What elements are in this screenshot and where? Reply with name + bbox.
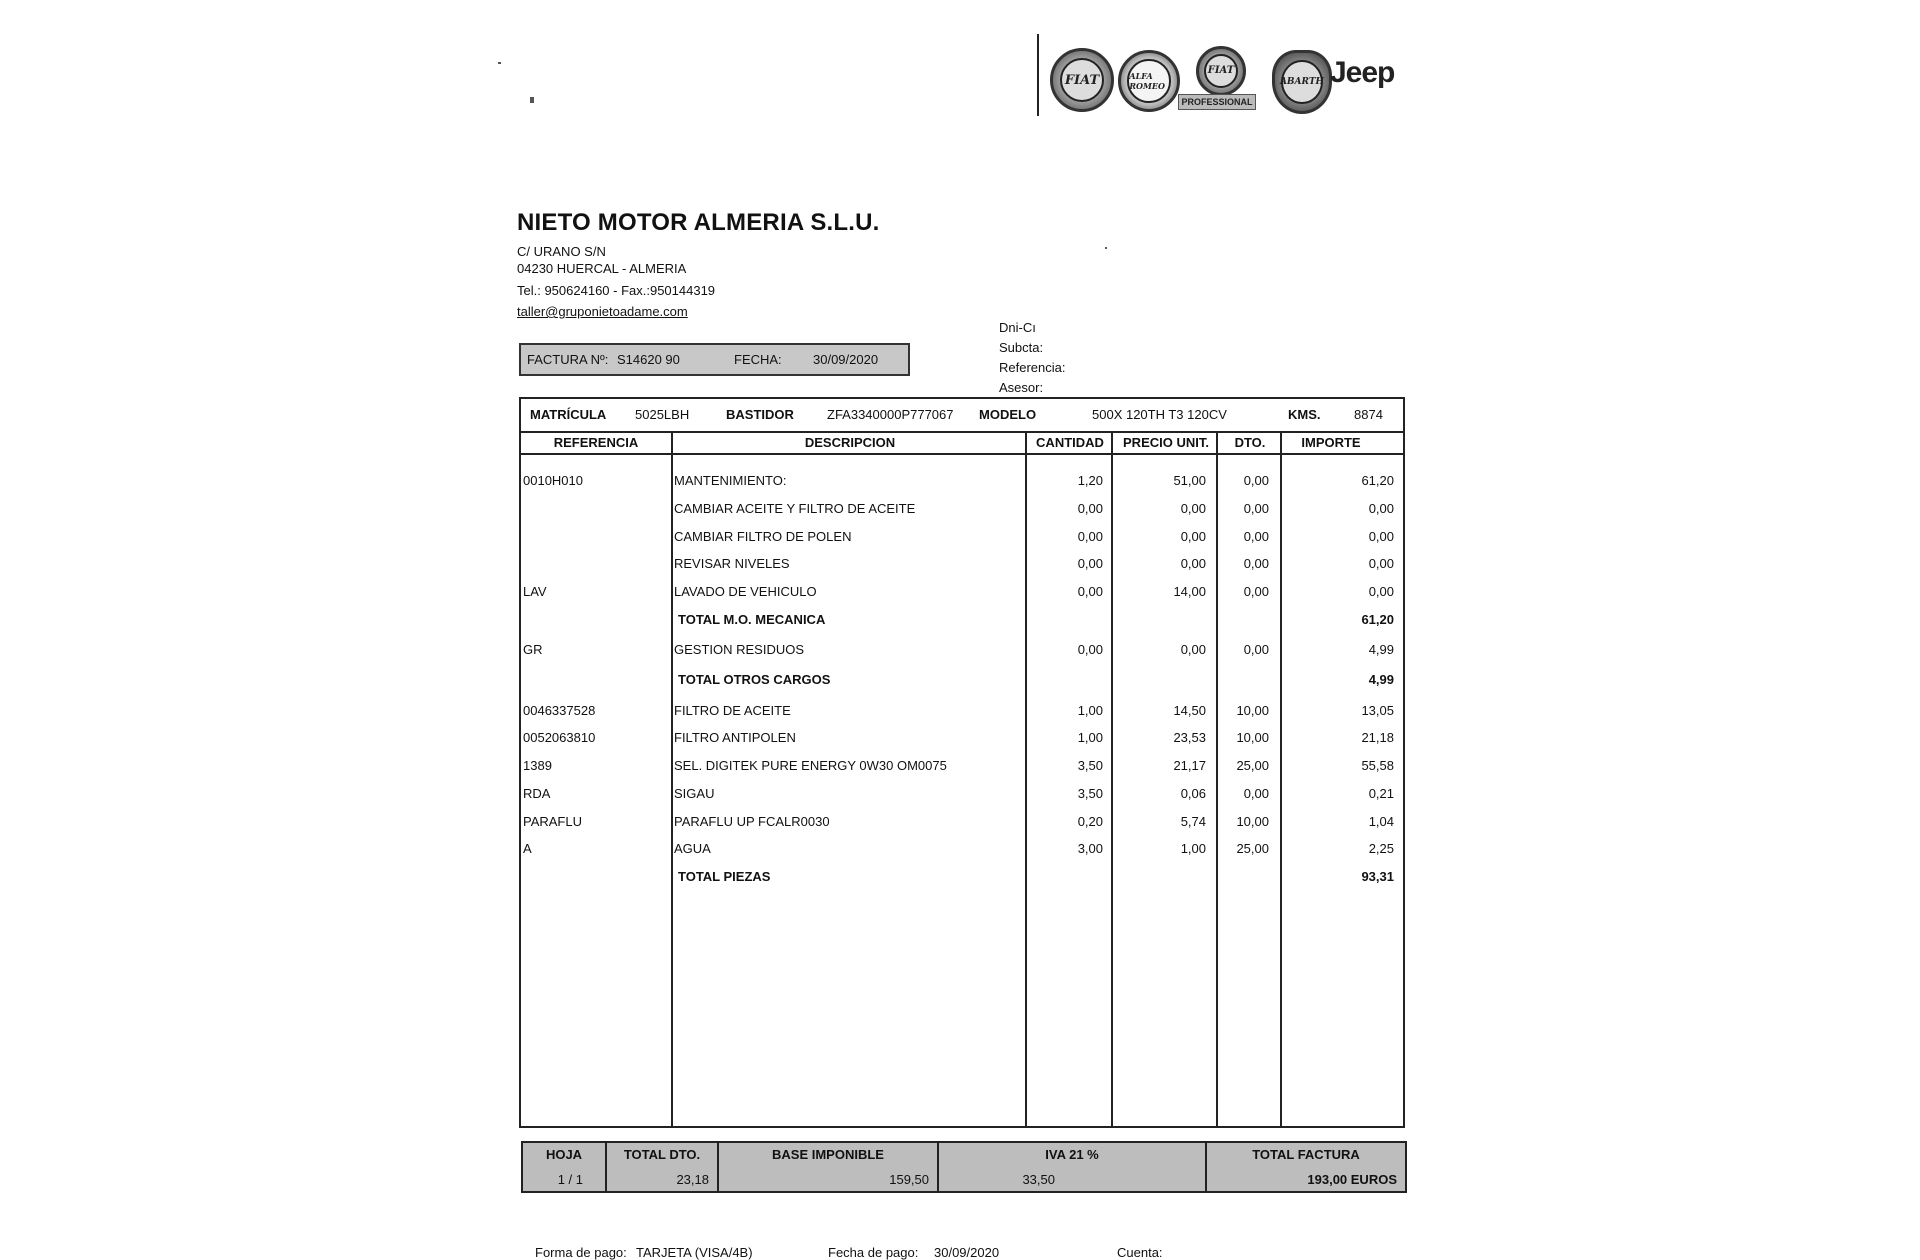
cell-descripcion: PARAFLU UP FCALR0030 [674, 814, 830, 829]
cell-dto: 0,00 [1243, 556, 1269, 571]
invoice-number-box [519, 343, 910, 376]
cell-referencia: 0010H010 [523, 473, 583, 488]
cell-cantidad: 3,00 [1077, 841, 1103, 856]
table-row [521, 640, 1403, 662]
cell-importe: 0,21 [1368, 786, 1394, 801]
cell-precio: 23,53 [1173, 730, 1206, 745]
column-header-row [521, 431, 1403, 455]
cell-precio: 0,00 [1180, 529, 1206, 544]
col-referencia: REFERENCIA [553, 435, 639, 450]
fiat-logo-inner: FIAT [1060, 58, 1105, 103]
cell-cantidad: 0,00 [1077, 501, 1103, 516]
cell-importe: 4,99 [1368, 642, 1394, 657]
cell-referencia: PARAFLU [523, 814, 582, 829]
modelo-value: 500X 120TH T3 120CV [1092, 407, 1227, 422]
cell-descripcion: TOTAL OTROS CARGOS [678, 672, 831, 687]
totals-bar [521, 1141, 1407, 1193]
cell-descripcion: LAVADO DE VEHICULO [674, 584, 817, 599]
matricula-label: MATRÍCULA [530, 407, 607, 422]
iva-value: 33,50 [1022, 1172, 1055, 1187]
cell-dto: 10,00 [1236, 730, 1269, 745]
cell-importe: 0,00 [1368, 529, 1394, 544]
cell-cantidad: 1,00 [1077, 730, 1103, 745]
scan-speck [498, 62, 501, 64]
cell-importe: 13,05 [1361, 703, 1394, 718]
total-dto-label: TOTAL DTO. [623, 1147, 701, 1162]
kms-label: KMS. [1288, 407, 1321, 422]
cell-dto: 0,00 [1243, 786, 1269, 801]
fiat-professional-logo-inner: FIAT [1204, 54, 1239, 89]
base-imponible-cell [719, 1143, 939, 1191]
cell-importe: 55,58 [1361, 758, 1394, 773]
kms-value: 8874 [1354, 407, 1383, 422]
hoja-cell [523, 1143, 607, 1191]
col-dto: DTO. [1234, 435, 1266, 450]
cell-cantidad: 0,00 [1077, 529, 1103, 544]
alfa-romeo-logo-inner: ALFA ROMEO [1127, 59, 1170, 102]
cell-cantidad: 0,00 [1077, 584, 1103, 599]
cell-dto: 0,00 [1243, 584, 1269, 599]
cell-referencia: 0046337528 [523, 703, 596, 718]
invoice-date: 30/09/2020 [813, 352, 879, 367]
cell-precio: 51,00 [1173, 473, 1206, 488]
table-row [521, 728, 1403, 750]
cell-importe: 61,20 [1361, 473, 1394, 488]
invoice-date-label: FECHA: [734, 352, 782, 367]
cell-descripcion: GESTION RESIDUOS [674, 642, 805, 657]
table-row [521, 701, 1403, 723]
jeep-logo: Jeep [1330, 56, 1395, 89]
cell-precio: 1,00 [1180, 841, 1206, 856]
meta-dni: Dni-Cı [999, 320, 1036, 335]
vehicle-info-row [521, 399, 1403, 433]
total-factura-cell [1207, 1143, 1405, 1191]
col-importe: IMPORTE [1301, 435, 1361, 450]
cell-descripcion: REVISAR NIVELES [674, 556, 790, 571]
cell-dto: 10,00 [1236, 814, 1269, 829]
table-row [521, 839, 1403, 861]
cell-referencia: 0052063810 [523, 730, 596, 745]
hoja-value: 1 / 1 [557, 1172, 583, 1187]
cell-dto: 0,00 [1243, 529, 1269, 544]
table-row [521, 527, 1403, 549]
cell-dto: 0,00 [1243, 642, 1269, 657]
cell-precio: 0,00 [1180, 642, 1206, 657]
cell-descripcion: TOTAL M.O. MECANICA [678, 612, 826, 627]
cell-descripcion: TOTAL PIEZAS [678, 869, 771, 884]
cell-dto: 25,00 [1236, 841, 1269, 856]
total-dto-cell [607, 1143, 719, 1191]
payment-date-value: 30/09/2020 [934, 1245, 1000, 1260]
table-row [521, 554, 1403, 576]
cell-precio: 0,06 [1180, 786, 1206, 801]
subtotal-row [521, 867, 1403, 889]
cell-precio: 5,74 [1180, 814, 1206, 829]
total-factura-label: TOTAL FACTURA [1252, 1147, 1360, 1162]
meta-asesor: Asesor: [999, 380, 1044, 395]
col-cantidad: CANTIDAD [1036, 435, 1104, 450]
company-name: NIETO MOTOR ALMERIA S.L.U. [517, 209, 880, 236]
cell-importe: 93,31 [1361, 869, 1394, 884]
payment-method-label: Forma de pago: [535, 1245, 627, 1260]
cell-cantidad: 0,00 [1077, 642, 1103, 657]
invoice-number-label: FACTURA Nº: [527, 352, 609, 367]
cell-importe: 0,00 [1368, 501, 1394, 516]
iva-cell [939, 1143, 1207, 1191]
cell-precio: 14,50 [1173, 703, 1206, 718]
company-phone: Tel.: 950624160 - Fax.:950144319 [517, 283, 716, 298]
modelo-label: MODELO [979, 407, 1037, 422]
cell-cantidad: 3,50 [1077, 758, 1103, 773]
table-row [521, 499, 1403, 521]
matricula-value: 5025LBH [635, 407, 690, 422]
company-email[interactable]: taller@gruponietoadame.com [517, 304, 688, 319]
cell-precio: 14,00 [1173, 584, 1206, 599]
company-street: C/ URANO S/N [517, 244, 606, 259]
abarth-logo [1272, 50, 1332, 114]
scan-speck [1105, 247, 1107, 249]
cell-importe: 0,00 [1368, 556, 1394, 571]
cell-descripcion: AGUA [674, 841, 711, 856]
base-imponible-label: BASE IMPONIBLE [772, 1147, 884, 1162]
cell-cantidad: 1,20 [1077, 473, 1103, 488]
meta-referencia: Referencia: [999, 360, 1066, 375]
alfa-romeo-logo [1118, 50, 1180, 112]
cell-importe: 61,20 [1361, 612, 1394, 627]
cell-importe: 4,99 [1368, 672, 1394, 687]
subtotal-row [521, 610, 1403, 632]
cell-descripcion: SEL. DIGITEK PURE ENERGY 0W30 OM0075 [674, 758, 947, 773]
cell-cantidad: 0,20 [1077, 814, 1103, 829]
cell-dto: 10,00 [1236, 703, 1269, 718]
cell-descripcion: FILTRO ANTIPOLEN [674, 730, 796, 745]
hoja-label: HOJA [545, 1147, 583, 1162]
cell-descripcion: SIGAU [674, 786, 715, 801]
cell-referencia: 1389 [523, 758, 552, 773]
table-row [521, 784, 1403, 806]
cell-cantidad: 1,00 [1077, 703, 1103, 718]
company-city: 04230 HUERCAL - ALMERIA [517, 261, 687, 276]
cell-importe: 21,18 [1361, 730, 1394, 745]
bastidor-value: ZFA3340000P777067 [827, 407, 954, 422]
payment-method-value: TARJETA (VISA/4B) [636, 1245, 753, 1260]
invoice-lines-table [519, 397, 1405, 1128]
cell-cantidad: 0,00 [1077, 556, 1103, 571]
col-descripcion: DESCRIPCION [804, 435, 896, 450]
cell-importe: 1,04 [1368, 814, 1394, 829]
professional-badge: PROFESSIONAL [1178, 94, 1256, 110]
cell-precio: 0,00 [1180, 556, 1206, 571]
cell-dto: 0,00 [1243, 501, 1269, 516]
cell-referencia: GR [523, 642, 543, 657]
fiat-professional-logo [1196, 46, 1246, 96]
subtotal-row [521, 670, 1403, 692]
cell-importe: 2,25 [1368, 841, 1394, 856]
scan-speck [530, 97, 534, 103]
meta-subcta: Subcta: [999, 340, 1044, 355]
account-label: Cuenta: [1117, 1245, 1163, 1260]
cell-dto: 0,00 [1243, 473, 1269, 488]
payment-date-label: Fecha de pago: [828, 1245, 919, 1260]
iva-label: IVA 21 % [1045, 1147, 1099, 1162]
brand-divider [1037, 34, 1039, 116]
cell-referencia: LAV [523, 584, 547, 599]
table-row [521, 812, 1403, 834]
cell-referencia: RDA [523, 786, 551, 801]
cell-cantidad: 3,50 [1077, 786, 1103, 801]
fiat-logo [1050, 48, 1114, 112]
invoice-number: S14620 90 [617, 352, 680, 367]
table-row [521, 471, 1403, 493]
table-row [521, 756, 1403, 778]
cell-dto: 25,00 [1236, 758, 1269, 773]
total-dto-value: 23,18 [676, 1172, 709, 1187]
cell-descripcion: FILTRO DE ACEITE [674, 703, 791, 718]
cell-descripcion: CAMBIAR ACEITE Y FILTRO DE ACEITE [674, 501, 916, 516]
cell-precio: 0,00 [1180, 501, 1206, 516]
base-imponible-value: 159,50 [889, 1172, 929, 1187]
abarth-scorpion-icon: ABARTH [1281, 60, 1323, 105]
cell-descripcion: CAMBIAR FILTRO DE POLEN [674, 529, 852, 544]
cell-importe: 0,00 [1368, 584, 1394, 599]
cell-precio: 21,17 [1173, 758, 1206, 773]
bastidor-label: BASTIDOR [726, 407, 794, 422]
cell-referencia: A [523, 841, 532, 856]
cell-descripcion: MANTENIMIENTO: [674, 473, 787, 488]
total-factura-value: 193,00 EUROS [1307, 1172, 1397, 1187]
table-row [521, 582, 1403, 604]
col-precio: PRECIO UNIT. [1123, 435, 1209, 450]
